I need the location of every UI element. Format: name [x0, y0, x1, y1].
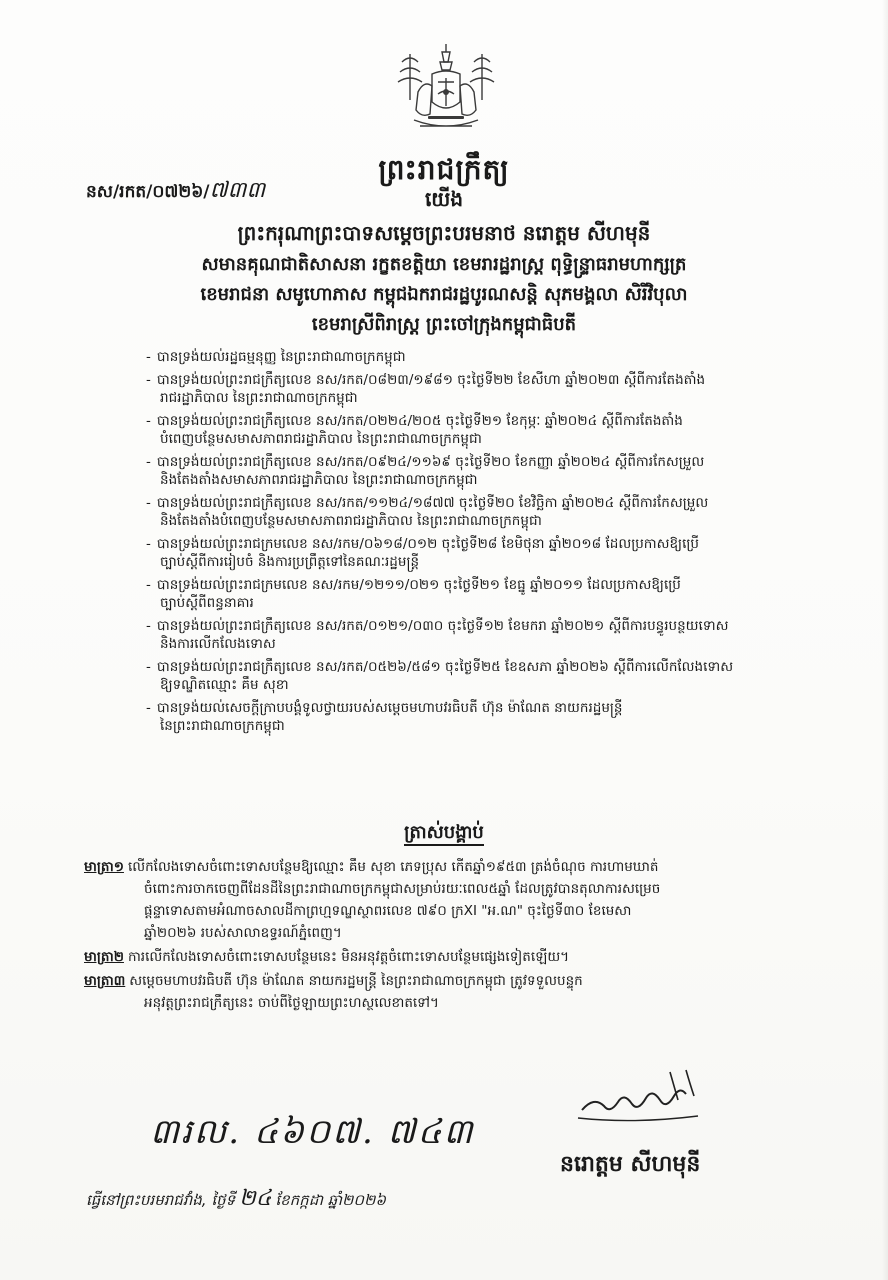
consideration-item: - បានទ្រង់យល់រដ្ឋធម្មនុញ្ញ នៃព្រះរាជាណាចក្រកម្ពុជា: [146, 349, 406, 365]
consideration-item: - បានទ្រង់យល់ព្រះរាជក្រឹត្យលេខ នស/រកត/០៥២៦/៥៨១ ចុះថ្ងៃទី២៥ ខែឧសភា ឆ្នាំ២០២៦ ស្តីពីការលើកលែងទោស ឱ្យទណ្ឌិតឈ្មោះ គឹម សុខា: [146, 659, 734, 693]
consideration-item: - បានទ្រង់យល់ព្រះរាជក្រឹត្យលេខ នស/រកត/០២២៤/២០៥ ចុះថ្ងៃទី២១ ខែកុម្ភៈ ឆ្នាំ២០២៤ ស្តីពីការតែងតាំង បំពេញបន្ថែមសមាសភាពរាជរដ្ឋាភិបាល នៃព្រះរាជាណាចក្រកម្ពុជា: [146, 413, 683, 447]
considerations-list: [146, 348, 806, 740]
king-name: នរោត្តម សីហមុនី: [560, 1152, 701, 1177]
article-label: មាត្រា១: [84, 859, 124, 875]
king-title-line-3: ខេមរាជនា សមូហោភាស កម្ពុជឯករាជរដ្ឋបូរណសន្តិ សុភមង្គលា សិរីវិបុលា: [200, 284, 688, 305]
consideration-item: - បានទ្រង់យល់ព្រះរាជក្រឹត្យលេខ នស/រកត/០១២១/០៣០ ចុះថ្ងៃទី១២ ខែមករា ឆ្នាំ២០២១ ស្តីពីការបន្ធូរបន្ថយទោស និងការលើកលែងទោស: [146, 618, 729, 652]
handwritten-serial: ៣រល. ៤៦០៧. ៧៤៣: [150, 1112, 475, 1152]
article-2: មាត្រា២ ការលើកលែងទោសចំពោះទោសបន្ថែមនេះ មិនអនុវត្តចំពោះទោសបន្ថែមផ្សេងទៀតឡើយ។: [84, 949, 570, 965]
date-day-handwritten: ២៤: [239, 1186, 272, 1211]
consideration-item: - បានទ្រង់យល់ព្រះរាជក្រមលេខ នស/រកម/០៦១៨/០១២ ចុះថ្ងៃទី២៨ ខែមិថុនា ឆ្នាំ២០១៨ ដែលប្រកាសឱ្យប្រើ ច្បាប់ស្តីពីការរៀបចំ និងការប្រព្រឹត្តទៅនៃគណៈរដ្ឋមន្ត្រី: [146, 536, 699, 570]
scan-edge-shadow: [882, 0, 888, 1280]
articles-section: [84, 856, 804, 1016]
king-title-line-1: ព្រះករុណាព្រះបាទសម្តេចព្រះបរមនាថ នរោត្តម សីហមុនី: [237, 221, 651, 245]
article-1: មាត្រា១ លើកលែងទោសចំពោះទោសបន្ថែមឱ្យឈ្មោះ គឹម សុខា ភេទប្រុស កើតឆ្នាំ១៩៥៣ ត្រង់ចំណុច ការហាមឃាត់ ចំពោះការចាកចេញពីដែនដីនៃព្រះរាជាណាចក្រកម្ពុជាសម្រាប់រយៈពេល៥ឆ្នាំ ដែលត្រូវបានតុលាការសម្រេច ផ្តន្ទាទោសតាមអំណាចសាលដីកាព្រហ្មទណ្ឌស្ថាពរលេខ ៧៩០ ក្រXI "អ.ណ" ចុះថ្ងៃទី៣០ ខែមេសា ឆ្នាំ២០២៦ របស់សាលាឧទ្ធរណ៍ភ្នំពេញ។: [84, 859, 661, 941]
date-line: ធ្វើនៅព្រះបរមរាជវាំង, ថ្ងៃទី ២៤ ខែកក្កដា ឆ្នាំ២០២៦: [86, 1186, 386, 1211]
royal-coat-of-arms-icon: [392, 40, 500, 140]
reference-printed: នស/រកត/០៧២៦/: [86, 182, 210, 202]
king-title-line-2: សមានគុណជាតិសាសនា រក្ខតខត្តិយា ខេមរារដ្ឋរាស្ត្រ ពុទ្ធិន្ទ្រាធរាមហាក្សត្រ: [201, 254, 687, 275]
article-label: មាត្រា៣: [84, 973, 126, 989]
consideration-item: - បានទ្រង់យល់ព្រះរាជក្រមលេខ នស/រកម/១២១១/០២១ ចុះថ្ងៃទី២១ ខែធ្នូ ឆ្នាំ២០១១ ដែលប្រកាសឱ្យប្រើ ច្បាប់ស្តីពីពន្ធនាគារ: [146, 577, 681, 611]
consideration-item: - បានទ្រង់យល់ព្រះរាជក្រឹត្យលេខ នស/រកត/០៨២៣/១៩៨១ ចុះថ្ងៃទី២២ ខែសីហា ឆ្នាំ២០២៣ ស្តីពីការតែងតាំង រាជរដ្ឋាភិបាល នៃព្រះរាជាណាចក្រកម្ពុជា: [146, 372, 706, 406]
handwritten-signature-icon: [574, 1066, 714, 1126]
decree-heading: ត្រាស់បង្គាប់: [0, 820, 888, 847]
document-title: ព្រះរាជក្រឹត្យ: [378, 153, 510, 186]
reference-handwritten: ៧៣៣: [209, 178, 266, 203]
consideration-item: - បានទ្រង់យល់ព្រះរាជក្រឹត្យលេខ នស/រកត/១១២៤/១៨៧៧ ចុះថ្ងៃទី២០ ខែវិច្ឆិកា ឆ្នាំ២០២៤ ស្តីពីការកែសម្រួល និងតែងតាំងបំពេញបន្ថែមសមាសភាពរាជរដ្ឋាភិបាល នៃព្រះរាជាណាចក្រកម្ពុជា: [146, 495, 709, 529]
we-heading: យើង: [424, 187, 464, 211]
king-title-line-4: ខេមរាស្រីពិរាស្ត្រ ព្រះចៅក្រុងកម្ពុជាធិបតី: [311, 314, 577, 335]
article-label: មាត្រា២: [84, 949, 124, 965]
consideration-item: - បានទ្រង់យល់សេចក្តីក្រាបបង្គំទូលថ្វាយរបស់សម្តេចមហាបវរធិបតី ហ៊ុន ម៉ាណែត នាយករដ្ឋមន្ត្រី នៃព្រះរាជាណាចក្រកម្ពុជា: [146, 700, 623, 734]
article-3: មាត្រា៣ សម្តេចមហាបវរធិបតី ហ៊ុន ម៉ាណែត នាយករដ្ឋមន្ត្រី នៃព្រះរាជាណាចក្រកម្ពុជា ត្រូវទទួលបន្ទុក អនុវត្តព្រះរាជក្រឹត្យនេះ ចាប់ពីថ្ងៃឡាយព្រះហស្ថលេខាតទៅ។: [84, 973, 583, 1011]
consideration-item: - បានទ្រង់យល់ព្រះរាជក្រឹត្យលេខ នស/រកត/០៩២៤/១១៦៩ ចុះថ្ងៃទី២០ ខែកញ្ញា ឆ្នាំ២០២៤ ស្តីពីការកែសម្រួល និងតែងតាំងសមាសភាពរាជរដ្ឋាភិបាល នៃព្រះរាជាណាចក្រកម្ពុជា: [146, 454, 705, 488]
